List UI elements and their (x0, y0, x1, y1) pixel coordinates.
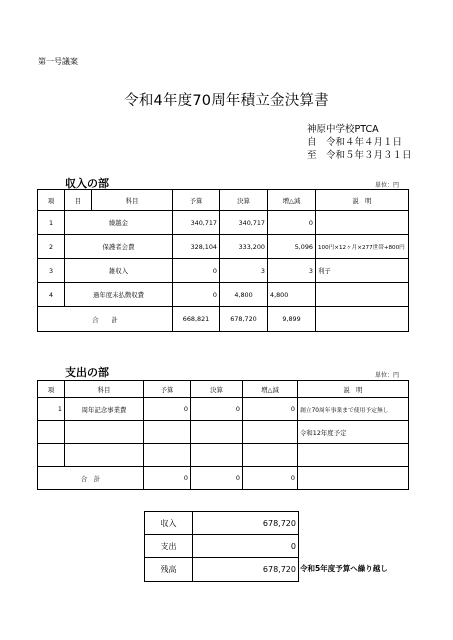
table-row (38, 421, 409, 444)
income-unit: 単位：円 (375, 182, 400, 189)
row-diff (243, 444, 298, 467)
income-total-actual: 678,720 (220, 307, 268, 332)
expense-total-actual: 0 (191, 467, 243, 490)
row-note (298, 444, 409, 467)
row-item: 過年度未払徴収費 (65, 283, 173, 307)
row-diff: 4,800 (268, 283, 316, 307)
summary-income-value: 678,720 (193, 512, 299, 535)
table-row (38, 235, 409, 259)
expense-header-no: 項 (38, 381, 65, 398)
income-total-diff: 9,899 (268, 307, 316, 332)
row-item: 雑収入 (65, 259, 173, 283)
period-from: 自 令和４年４月１日 (307, 137, 403, 148)
expense-total-budget: 0 (144, 467, 191, 490)
agenda-label: 第一号議案 (38, 57, 78, 66)
expense-heading: 支出の部 (65, 366, 109, 379)
row-note: 創立70周年事業まで使用予定無し (298, 398, 409, 421)
row-item (65, 421, 144, 444)
row-note: 100円×12ヶ月×277世帯+800円 (316, 235, 409, 259)
row-budget (144, 421, 191, 444)
row-actual: 3 (220, 259, 268, 283)
row-budget: 0 (173, 259, 220, 283)
row-note (316, 211, 409, 235)
summary-table (144, 511, 299, 582)
summary-income-row (145, 512, 299, 535)
table-row (38, 398, 409, 421)
period-to: 至 令和５年３月３１日 (307, 150, 412, 161)
row-no: 1 (38, 211, 65, 235)
summary-expense-row (145, 535, 299, 558)
income-heading: 収入の部 (65, 177, 109, 190)
row-note: 利子 (316, 259, 409, 283)
table-row (38, 211, 409, 235)
income-header-note: 説 明 (316, 190, 409, 211)
expense-unit: 単位：円 (375, 372, 400, 379)
expense-header-item: 科目 (65, 381, 144, 398)
row-diff: 0 (243, 398, 298, 421)
row-budget: 340,717 (173, 211, 220, 235)
table-row (38, 283, 409, 307)
expense-total-note (298, 467, 409, 490)
income-table (37, 189, 409, 332)
row-no: 3 (38, 259, 65, 283)
row-budget: 0 (144, 398, 191, 421)
row-actual: 4,800 (220, 283, 268, 307)
row-item: 繰越金 (65, 211, 173, 235)
row-diff: 3 (268, 259, 316, 283)
income-header-item-a: 目 (65, 190, 92, 211)
row-note: 令和12年度予定 (298, 421, 409, 444)
expense-header-diff: 増△減 (243, 381, 298, 398)
expense-header-row (38, 381, 409, 398)
row-no: 1 (38, 398, 65, 421)
row-item: 周年記念事業費 (65, 398, 144, 421)
row-no (38, 421, 65, 444)
row-item: 保護者会費 (65, 235, 173, 259)
row-diff (243, 421, 298, 444)
summary-income-label: 収入 (145, 512, 193, 535)
table-row (38, 259, 409, 283)
summary-expense-label: 支出 (145, 535, 193, 558)
income-header-row (38, 190, 409, 211)
row-diff: 0 (268, 211, 316, 235)
income-total-budget: 668,821 (173, 307, 220, 332)
row-no (38, 444, 65, 467)
row-note (316, 283, 409, 307)
row-budget: 0 (173, 283, 220, 307)
expense-header-actual: 決算 (191, 381, 243, 398)
row-actual: 340,717 (220, 211, 268, 235)
income-header-actual: 決算 (220, 190, 268, 211)
row-item (65, 444, 144, 467)
row-no: 2 (38, 235, 65, 259)
expense-total-diff: 0 (243, 467, 298, 490)
row-actual (191, 444, 243, 467)
income-header-item: 科目 (92, 190, 173, 211)
income-header-diff: 増△減 (268, 190, 316, 211)
income-header-budget: 予算 (173, 190, 220, 211)
row-budget: 328,104 (173, 235, 220, 259)
income-total-row (38, 307, 409, 332)
summary-balance-label: 残高 (145, 558, 193, 582)
row-actual: 0 (191, 398, 243, 421)
organization-name: 神原中学校PTCA (307, 124, 379, 135)
income-total-note (316, 307, 409, 332)
row-budget (144, 444, 191, 467)
income-header-no: 項 (38, 190, 65, 211)
summary-expense-value: 0 (193, 535, 299, 558)
income-total-label: 合 計 (38, 307, 173, 332)
table-row (38, 444, 409, 467)
expense-total-label: 合 計 (38, 467, 144, 490)
summary-balance-row (145, 558, 299, 582)
page-title: 令和4年度70周年積立金決算書 (124, 93, 329, 109)
row-no: 4 (38, 283, 65, 307)
summary-balance-value: 678,720 (193, 558, 299, 582)
row-diff: 5,096 (268, 235, 316, 259)
row-actual: 333,200 (220, 235, 268, 259)
row-actual (191, 421, 243, 444)
expense-total-row (38, 467, 409, 490)
carry-forward-note: 令和5年度予算へ繰り越し (300, 564, 388, 573)
expense-header-note: 説 明 (298, 381, 409, 398)
expense-header-budget: 予算 (144, 381, 191, 398)
expense-table (37, 380, 409, 490)
